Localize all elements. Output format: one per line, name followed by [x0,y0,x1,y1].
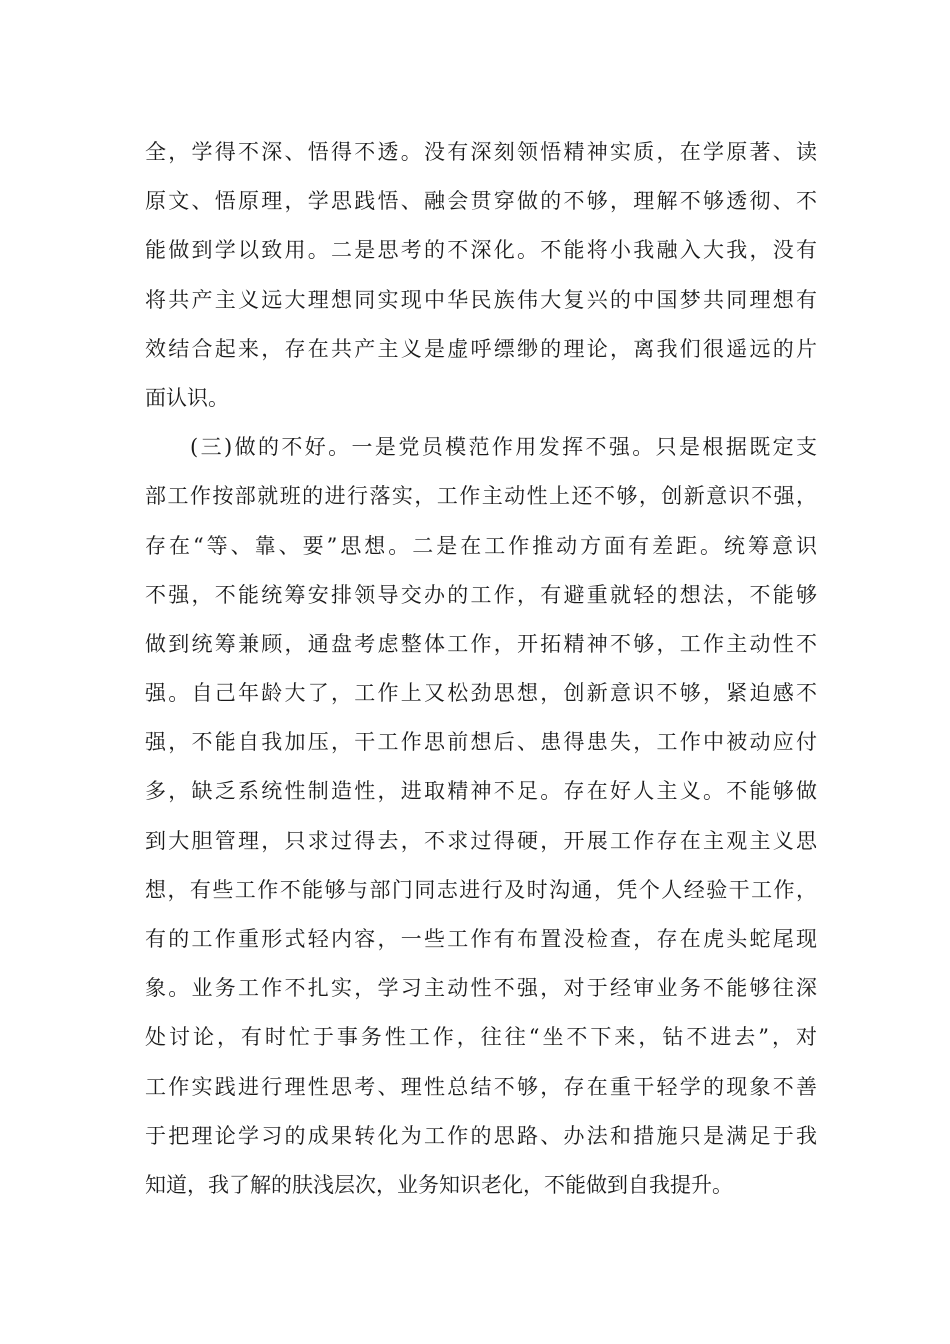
text-line: 有的工作重形式轻内容，一些工作有布置没检查，存在虎头蛇尾现 [145,927,817,951]
text-line: 强，不能自我加压，干工作思前想后、患得患失，工作中被动应付 [145,730,817,755]
text-line: 多，缺乏系统性制造性，进取精神不足。存在好人主义。不能够做 [145,779,817,804]
text-line: 不强，不能统筹安排领导交办的工作，有避重就轻的想法，不能够 [145,582,817,607]
text-line: 到大胆管理，只求过得去，不求过得硬，开展工作存在主观主义思 [145,828,817,853]
text-line: 存在“等、靠、要”思想。二是在工作推动方面有差距。统筹意识 [145,533,817,558]
text-line: 面认识。 [145,385,229,410]
text-line: 能做到学以致用。二是思考的不深化。不能将小我融入大我，没有 [145,238,817,263]
paragraph-start-line: (三)做的不好。一是党员模范作用发挥不强。只是根据既定支 [190,435,817,460]
text-line: 工作实践进行理性思考、理性总结不够，存在重干轻学的现象不善 [145,1074,817,1099]
text-line: 于把理论学习的成果转化为工作的思路、办法和措施只是满足于我 [145,1123,817,1148]
text-line: 全，学得不深、悟得不透。没有深刻领悟精神实质，在学原著、读 [145,140,817,164]
text-line: 想，有些工作不能够与部门同志进行及时沟通，凭个人经验干工作， [145,877,817,902]
text-line: 象。业务工作不扎实，学习主动性不强，对于经审业务不能够往深 [145,976,817,1001]
text-line: 知道，我了解的肤浅层次，业务知识老化，不能做到自我提升。 [145,1172,733,1197]
text-line: 效结合起来，存在共产主义是虚呼缥缈的理论，离我们很遥远的片 [145,336,817,361]
text-line: 做到统筹兼顾，通盘考虑整体工作，开拓精神不够，工作主动性不 [145,631,817,656]
text-line: 将共产主义远大理想同实现中华民族伟大复兴的中国梦共同理想有 [145,287,817,312]
text-line: 原文、悟原理，学思践悟、融会贯穿做的不够，理解不够透彻、不 [145,189,817,214]
text-line: 部工作按部就班的进行落实，工作主动性上还不够，创新意识不强， [145,484,817,509]
text-line: 处讨论，有时忙于事务性工作，往往“坐不下来，钻不进去”，对 [145,1025,817,1050]
document-body [145,128,817,1210]
text-line: 强。自己年龄大了，工作上又松劲思想，创新意识不够，紧迫感不 [145,681,817,706]
